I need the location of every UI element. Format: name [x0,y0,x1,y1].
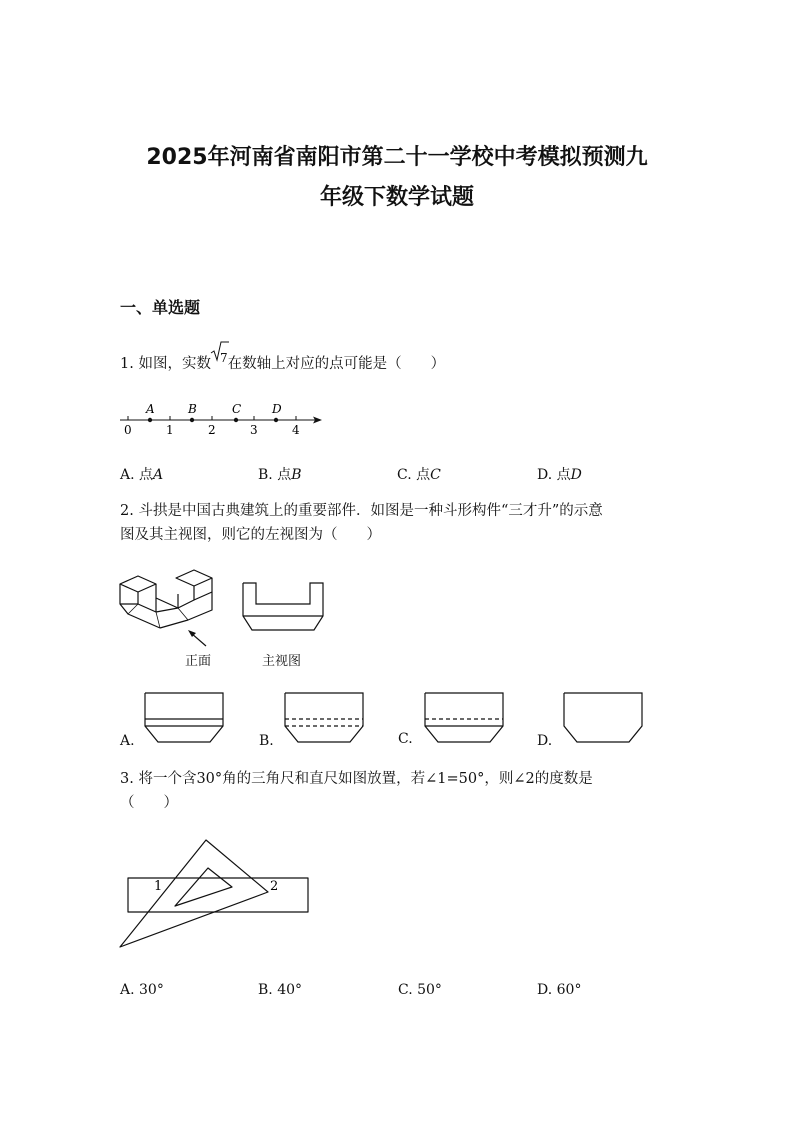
q2-option-d-label[interactable]: D. [537,733,553,749]
section-heading: 一、单选题 [120,298,201,317]
q3-option-b[interactable]: B. 40° [258,982,303,998]
question-text-line1: 将一个含30°角的三角尺和直尺如图放置，若∠1=50°，则∠2的度数是 [138,771,593,787]
q2-option-a-label[interactable]: A. [120,733,135,749]
point-d [274,418,278,422]
question-text: 如图，实数 [138,356,211,372]
angle-1-label: 1 [154,879,163,894]
point-b [190,418,194,422]
q1-option-b[interactable]: B. 点B [258,467,302,483]
question-number: 3. [120,771,134,787]
question-text-line1: 斗拱是中国古典建筑上的重要部件．如图是一种斗形构件“三才升”的示意 [138,503,603,519]
question-text: 在数轴上对应的点可能是（ ） [227,356,446,372]
caption-front: 正面 [185,654,212,669]
q1-option-c[interactable]: C. 点C [397,467,441,483]
q2-option-b-label[interactable]: B. [259,733,274,749]
tick-label: 3 [250,423,258,437]
point-label-b: B [188,402,197,416]
q1-option-d[interactable]: D. 点D [537,467,582,483]
q2-option-c-figure[interactable] [424,692,504,744]
paper-title-line2: 年级下数学试题 [319,185,474,210]
question-number: 2. [120,503,134,519]
triangle-inner [175,868,232,906]
caption-main-view: 主视图 [262,654,302,669]
angle-2-label: 2 [270,879,279,894]
point-label-a: A [146,402,155,416]
tick-label: 4 [292,423,300,437]
q2-option-d-figure[interactable] [563,692,643,744]
point-a [148,418,152,422]
q1-option-a[interactable]: A. 点A [120,467,164,483]
q3-option-c[interactable]: C. 50° [398,982,442,998]
main-view-figure [242,582,324,632]
triangle-outer [120,840,268,947]
tick-label: 2 [208,423,216,437]
question-2-text [120,498,603,524]
sqrt-expression [211,345,228,371]
point-c [234,418,238,422]
q3-option-a[interactable]: A. 30° [120,982,164,998]
ruler-triangle-figure [118,838,318,950]
q2-option-a-figure[interactable] [144,692,224,744]
radicand: 7 [219,351,228,365]
question-3-text [120,766,593,792]
radical-sign-icon [211,341,229,361]
q2-option-b-figure[interactable] [284,692,364,744]
q3-option-d[interactable]: D. 60° [537,982,582,998]
question-3-text-line2: （ ） [120,795,178,811]
question-number: 1. [120,356,134,372]
point-label-c: C [232,402,242,416]
dougong-3d-figure [118,570,218,640]
question-1-text [120,351,445,377]
number-line-figure [118,400,338,440]
paper-title-line1: 2025年河南省南阳市第二十一学校中考模拟预测九 [146,145,648,170]
point-label-d: D [272,402,282,416]
tick-label: 1 [166,423,174,437]
q2-option-c-label[interactable]: C. [398,731,413,747]
question-2-text-line2: 图及其主视图，则它的左视图为（ ） [120,527,381,543]
tick-label: 0 [124,423,132,437]
